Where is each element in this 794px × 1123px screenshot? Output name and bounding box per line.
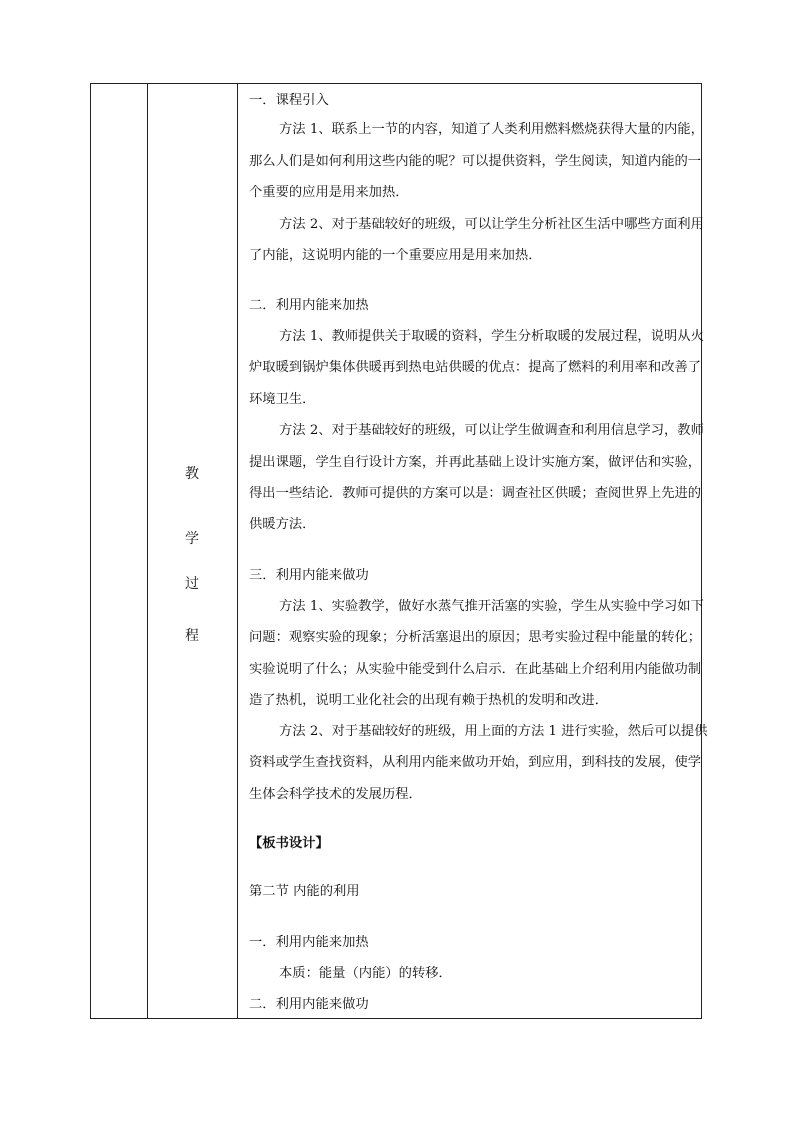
paragraph-line: 得出一些结论．教师可提供的方案可以是：调查社区供暖；查阅世界上先进的 xyxy=(249,486,702,501)
paragraph-line: 方法 2、对于基础较好的班级，可以让学生做调查和利用信息学习，教师 xyxy=(279,423,704,438)
lesson-content xyxy=(249,84,708,1018)
paragraph-line: 环境卫生． xyxy=(249,392,316,407)
side-label-column xyxy=(147,84,237,1018)
paragraph-line: 生体会科学技术的发展历程． xyxy=(249,787,422,802)
board-item: 二．利用内能来做功 xyxy=(249,997,369,1012)
paragraph-line: 那么人们是如何利用这些内能的呢？可以提供资料，学生阅读，知道内能的一 xyxy=(249,154,702,169)
paragraph-line: 造了热机，说明工业化社会的出现有赖于热机的发明和改进． xyxy=(249,693,609,708)
paragraph-line: 实验说明了什么；从实验中能受到什么启示．在此基础上介绍利用内能做功制 xyxy=(249,662,702,677)
side-label-char: 教 xyxy=(185,466,199,482)
section-title: 三．利用内能来做功 xyxy=(249,568,369,583)
paragraph-line: 方法 2、对于基础较好的班级，可以让学生分析社区生活中哪些方面利用 xyxy=(279,217,704,232)
board-item: 一．利用内能来加热 xyxy=(249,935,369,950)
lesson-table xyxy=(90,83,708,1019)
side-label-char: 过 xyxy=(185,576,199,592)
paragraph-line: 方法 1、联系上一节的内容，知道了人类利用燃料燃烧获得大量的内能， xyxy=(279,122,704,137)
paragraph-line: 提出课题，学生自行设计方案，并再此基础上设计实施方案，做评估和实验， xyxy=(249,455,702,470)
board-subtitle: 第二节 内能的利用 xyxy=(249,884,360,899)
board-heading: 【板书设计】 xyxy=(249,836,329,851)
paragraph-line: 资料或学生查找资料，从利用内能来做功开始，到应用，到科技的发展，使学 xyxy=(249,755,702,770)
paragraph-line: 炉取暖到锅炉集体供暖再到热电站供暖的优点：提高了燃料的利用率和改善了 xyxy=(249,360,702,375)
side-label-char: 程 xyxy=(185,628,199,644)
section-title: 二．利用内能来加热 xyxy=(249,298,369,313)
paragraph-line: 方法 2、对于基础较好的班级，用上面的方法 1 进行实验，然后可以提供 xyxy=(279,724,708,739)
paragraph-line: 方法 1、教师提供关于取暖的资料，学生分析取暖的发展过程，说明从火 xyxy=(279,329,704,344)
side-label-char: 学 xyxy=(185,531,199,547)
paragraph-line: 方法 1、实验教学，做好水蒸气推开活塞的实验，学生从实验中学习如下 xyxy=(279,599,704,614)
column-divider xyxy=(237,84,238,1018)
paragraph-line: 个重要的应用是用来加热． xyxy=(249,185,409,200)
board-item-note: 本质：能量（内能）的转移． xyxy=(279,966,452,981)
section-title: 一．课程引入 xyxy=(249,93,329,108)
paragraph-line: 问题：观察实验的现象；分析活塞退出的原因；思考实验过程中能量的转化； xyxy=(249,630,702,645)
paragraph-line: 供暖方法． xyxy=(249,517,316,532)
paragraph-line: 了内能，这说明内能的一个重要应用是用来加热． xyxy=(249,248,542,263)
